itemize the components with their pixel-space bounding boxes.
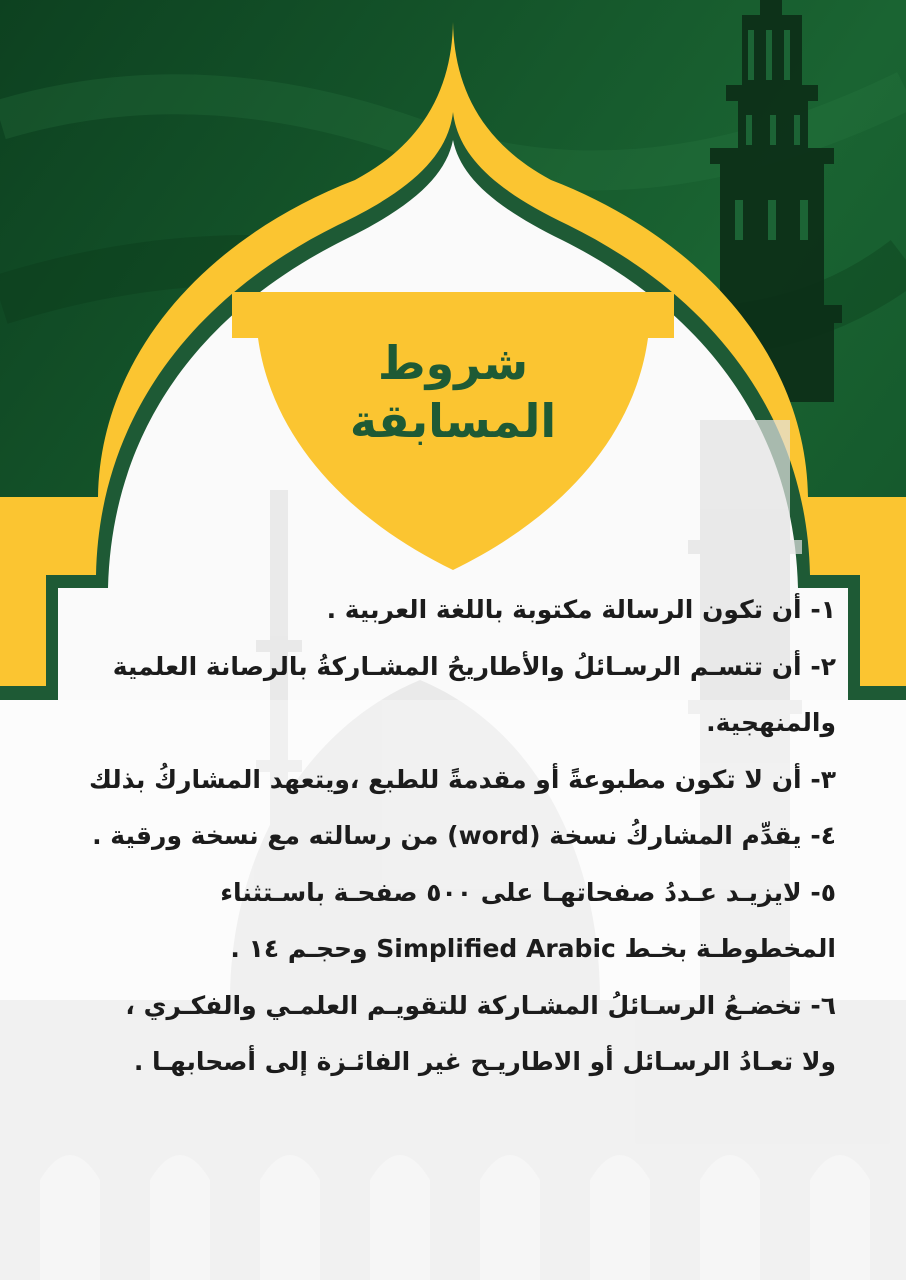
rule-6-line-1 bbox=[70, 978, 836, 1035]
rule-2-line-2 bbox=[70, 695, 836, 752]
rule-1-line-1 bbox=[70, 582, 836, 639]
rule-text: المخطوطـة بخـط Simplified Arabic وحجـم ١٤ . bbox=[230, 934, 836, 963]
title-line-1: شروط bbox=[377, 336, 529, 390]
rule-text: أن تكون الرسالة مكتوبة باللغة العربية . bbox=[326, 595, 802, 624]
rule-text: يقدِّم المشاركُ نسخة (word) من رسالته مع نسخة ورقية . bbox=[92, 821, 802, 850]
rule-text: أن لا تكون مطبوعةً أو مقدمةً للطبع ،ويتعهد المشاركُ بذلك bbox=[88, 764, 802, 794]
rule-5-line-2 bbox=[70, 921, 836, 978]
rule-number: ٥- bbox=[810, 877, 836, 907]
rules-list bbox=[70, 582, 836, 1091]
rule-text: ولا تعـادُ الرسـائل أو الاطاريـح غير الفائـزة إلى أصحابهـا . bbox=[133, 1047, 836, 1076]
rule-text: تخضـعُ الرسـائلُ المشـاركة للتقويـم العلمـي والفكـري ، bbox=[125, 990, 802, 1020]
rule-6-line-2 bbox=[70, 1034, 836, 1091]
rule-number: ٢- bbox=[810, 651, 836, 681]
rule-number: ٤- bbox=[810, 821, 836, 850]
rule-5-line-1 bbox=[70, 865, 836, 922]
rule-text: أن تتسـم الرسـائلُ والأطاريحُ المشـاركةُ بالرصانة العلمية bbox=[112, 651, 802, 681]
rule-text: والمنهجية. bbox=[706, 708, 836, 737]
title-line-2: المسابقة bbox=[349, 394, 557, 448]
rule-4-line-1 bbox=[70, 808, 836, 865]
rule-2-line-1 bbox=[70, 639, 836, 696]
rule-number: ٣- bbox=[810, 764, 836, 794]
rule-number: ١- bbox=[810, 595, 836, 624]
rule-3-line-1 bbox=[70, 752, 836, 809]
rule-text: لايزيـد عـددُ صفحاتهـا على ٥٠٠ صفحـة باسـتثناء bbox=[220, 877, 802, 907]
rule-number: ٦- bbox=[810, 990, 836, 1020]
